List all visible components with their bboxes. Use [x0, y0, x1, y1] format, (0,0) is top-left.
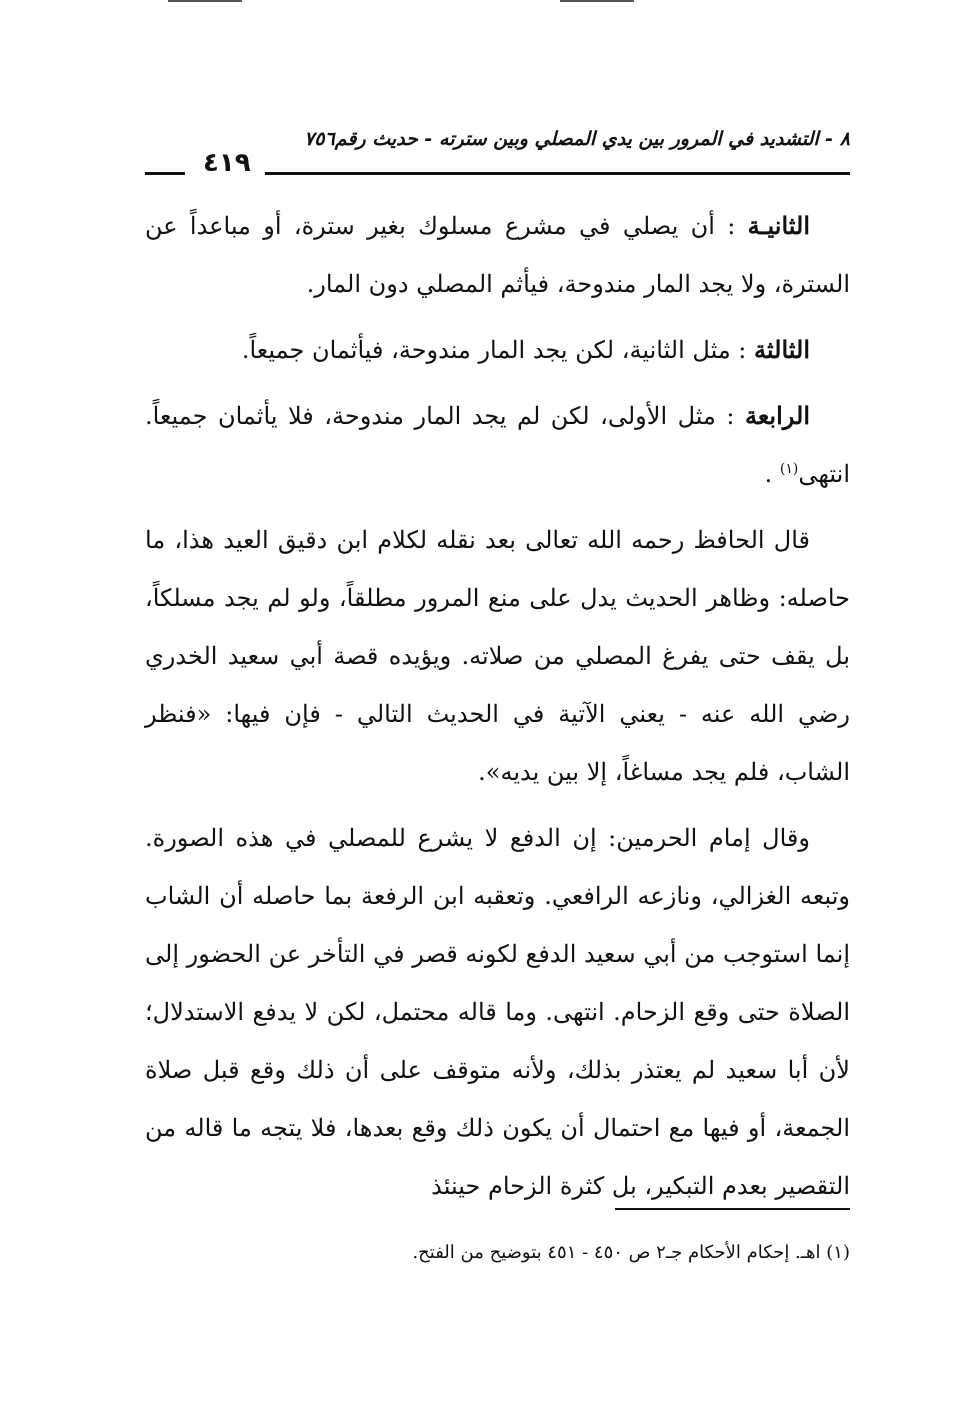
running-header	[145, 128, 850, 180]
page-number-dash	[145, 172, 185, 175]
header-title: ٨ - التشديد في المرور بين يدي المصلي وبين سترته - حديث رقم٧٥٦	[304, 128, 850, 150]
footnote: (١) اهـ. إحكام الأحكام جـ٢ ص ٤٥٠ - ٤٥١ بتوضيح من الفتح.	[412, 1242, 850, 1263]
paragraph-second	[145, 197, 850, 313]
paragraph-text: قال الحافظ رحمه الله تعالى بعد نقله لكلام ابن دقيق العيد هذا، ما حاصله: وظاهر الحديث يدل على منع المرور مطلقاً، ولو لم يجد مسلكاً، بل يقف حتى يفرغ المصلي من صلاته. ويؤيده قصة أبي سعيد الخدري رضي الله عنه - يعني الآتية في الحديث التالي - فإن فيها: «فنظر الشاب، فلم يجد مساغاً، إلا بين يديه».	[145, 526, 851, 786]
item-term: الرابعة	[744, 401, 810, 430]
item-term: الثالثة	[754, 335, 810, 364]
paragraph-haramayn	[145, 809, 850, 1215]
item-term: الثانيـة	[747, 211, 810, 240]
header-rule	[265, 172, 850, 175]
paragraph-text: : مثل الثانية، لكن يجد المار مندوحة، فيأثمان جميعاً.	[241, 336, 755, 364]
paragraph-hafiz	[145, 511, 850, 801]
paragraph-fourth	[145, 387, 850, 503]
paragraph-third	[145, 321, 850, 379]
main-text	[145, 197, 850, 1223]
paragraph-text: وقال إمام الحرمين: إن الدفع لا يشرع للمصلي في هذه الصورة. وتبعه الغزالي، ونازعه الرافعي. وتعقبه ابن الرفعة بما حاصله أن الشاب إنما استوجب من أبي سعيد الدفع لكونه قصر في التأخر عن الحضور إلى الصلاة حتى وقع الزحام. انتهى. وما قاله محتمل، لكن لا يدفع الاستدلال؛ لأن أبا سعيد لم يعتذر بذلك، ولأنه متوقف على أن ذلك وقع قبل صلاة الجمعة، أو فيها مع احتمال أن يكون ذلك وقع بعدها، فلا يتجه ما قاله من التقصير بعدم التبكير، بل كثرة الزحام حينئذ	[145, 824, 850, 1200]
footnote-rule	[615, 1208, 850, 1210]
paragraph-text: : أن يصلي في مشرع مسلوك بغير سترة، أو مباعداً عن السترة، ولا يجد المار مندوحة، فيأثم المصلي دون المار.	[145, 212, 850, 298]
top-edge-line	[560, 0, 634, 2]
top-edge-line	[168, 0, 242, 2]
paragraph-tail: .	[764, 460, 780, 488]
paragraph-text: : مثل الأولى، لكن لم يجد المار مندوحة، فلا يأثمان جميعاً. انتهى	[145, 402, 850, 488]
footnote-ref: (١)	[779, 461, 799, 477]
page-number: ٤١٩	[203, 148, 251, 178]
